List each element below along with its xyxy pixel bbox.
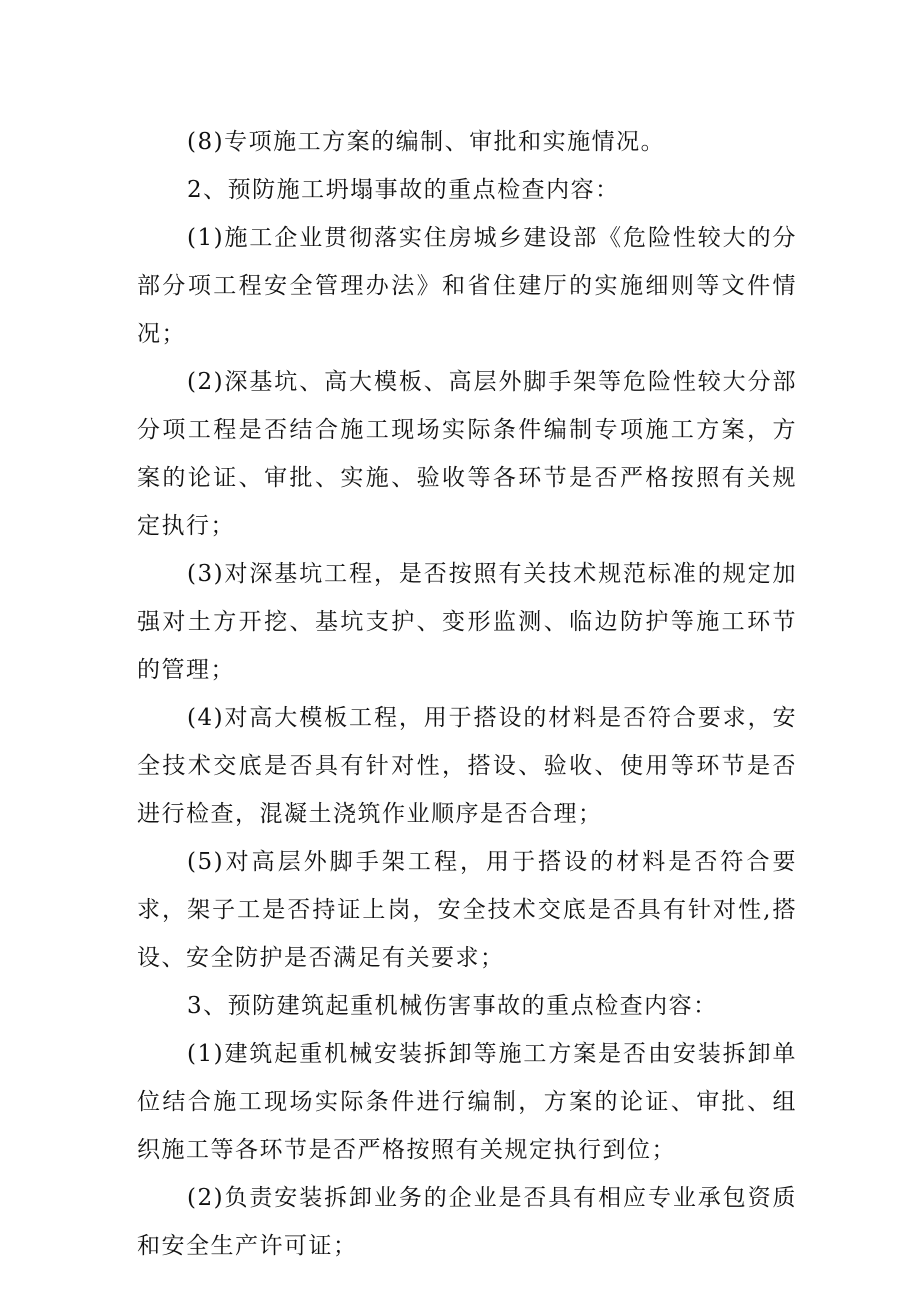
paragraph-item-5-scaffold: (5)对高层外脚手架工程，用于搭设的材料是否符合要求，架子工是否持证上岗，安全技术交底是否具有针对性,搭设、安全防护是否满足有关要求； bbox=[137, 849, 797, 971]
paragraph-item-1-crane-plan: (1)建筑起重机械安装拆卸等施工方案是否由安装拆卸单位结合施工现场实际条件进行编制，方案的论证、审批、组织施工等各环节是否严格按照有关规定执行到位； bbox=[137, 1041, 797, 1163]
paragraph-item-2-crane-qualification: (2)负责安装拆卸业务的企业是否具有相应专业承包资质和安全生产许可证； bbox=[137, 1185, 797, 1259]
paragraph-item-3-deep-pit: (3)对深基坑工程，是否按照有关技术规范标准的规定加强对土方开挖、基坑支护、变形监测、临边防护等施工环节的管理； bbox=[137, 561, 797, 683]
document-body bbox=[137, 118, 797, 1270]
section-heading-crane: 3、预防建筑起重机械伤害事故的重点检查内容： bbox=[187, 993, 718, 1019]
section-heading-collapse: 2、预防施工坍塌事故的重点检查内容： bbox=[187, 177, 620, 203]
paragraph-item-1-enterprise: (1)施工企业贯彻落实住房城乡建设部《危险性较大的分部分项工程安全管理办法》和省住建厅的实施细则等文件情况； bbox=[137, 225, 797, 347]
paragraph-item-4-formwork: (4)对高大模板工程，用于搭设的材料是否符合要求，安全技术交底是否具有针对性，搭设、验收、使用等环节是否进行检查，混凝土浇筑作业顺序是否合理； bbox=[137, 705, 797, 827]
paragraph-item-2-dangerous-works: (2)深基坑、高大模板、高层外脚手架等危险性较大分部分项工程是否结合施工现场实际条件编制专项施工方案，方案的论证、审批、实施、验收等各环节是否严格按照有关规定执行； bbox=[137, 369, 797, 539]
paragraph-item-8-plan: (8)专项施工方案的编制、审批和实施情况。 bbox=[187, 129, 666, 155]
